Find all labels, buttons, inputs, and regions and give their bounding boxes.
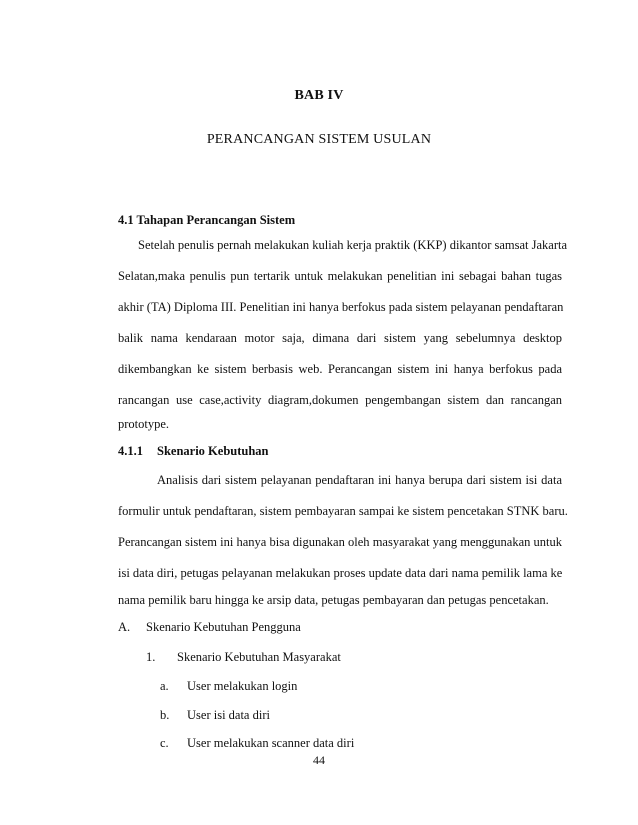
- sub-item-text: User melakukan scanner data diri: [187, 736, 355, 750]
- paragraph-line: formulir untuk pendaftaran, sistem pembayaran sampai ke sistem pencetakan STNK baru.: [118, 504, 568, 518]
- paragraph-line: prototype.: [118, 417, 170, 431]
- page-number: 44: [313, 753, 325, 767]
- section-title-4-1-1: Skenario Kebutuhan: [157, 444, 269, 458]
- sub-item-text: User melakukan login: [187, 679, 298, 693]
- paragraph-line: isi data diri, petugas pelayanan melakukan proses update data dari nama pemilik lama ke: [118, 566, 563, 580]
- paragraph-line: Setelah penulis pernah melakukan kuliah kerja praktik (KKP) dikantor samsat Jakarta: [138, 238, 568, 252]
- paragraph-line: Perancangan sistem ini hanya bisa digunakan oleh masyarakat yang menggunakan untuk: [118, 535, 562, 549]
- sub-item-marker: c.: [160, 736, 169, 750]
- section-number-4-1-1: 4.1.1: [118, 444, 143, 458]
- list-marker-1: 1.: [146, 650, 156, 664]
- sub-item-text: User isi data diri: [187, 708, 270, 722]
- sub-item-marker: b.: [160, 708, 170, 722]
- paragraph-line: akhir (TA) Diploma III. Penelitian ini hanya berfokus pada sistem pelayanan pendaftaran: [118, 300, 564, 314]
- paragraph-line: nama pemilik baru hingga ke arsip data, petugas pembayaran dan petugas pencetakan.: [118, 593, 549, 607]
- chapter-title: PERANCANGAN SISTEM USULAN: [206, 132, 432, 147]
- list-item-a: Skenario Kebutuhan Pengguna: [146, 620, 301, 634]
- paragraph-line: Analisis dari sistem pelayanan pendaftaran ini hanya berupa dari sistem isi data: [157, 473, 562, 487]
- paragraph-line: rancangan use case,activity diagram,dokumen pengembangan sistem dan rancangan: [118, 393, 562, 407]
- section-heading-4-1: 4.1 Tahapan Perancangan Sistem: [118, 213, 296, 227]
- paragraph-line: balik nama kendaraan motor saja, dimana dari sistem yang sebelumnya desktop: [118, 331, 562, 345]
- sub-item-marker: a.: [160, 679, 169, 693]
- paragraph-line: Selatan,maka penulis pun tertarik untuk melakukan penelitian ini sebagai bahan tugas: [118, 269, 562, 283]
- list-item-1: Skenario Kebutuhan Masyarakat: [177, 650, 341, 664]
- chapter-number: BAB IV: [294, 88, 344, 103]
- list-marker-a: A.: [118, 620, 131, 634]
- paragraph-line: dikembangkan ke sistem berbasis web. Perancangan sistem ini hanya berfokus pada: [118, 362, 562, 376]
